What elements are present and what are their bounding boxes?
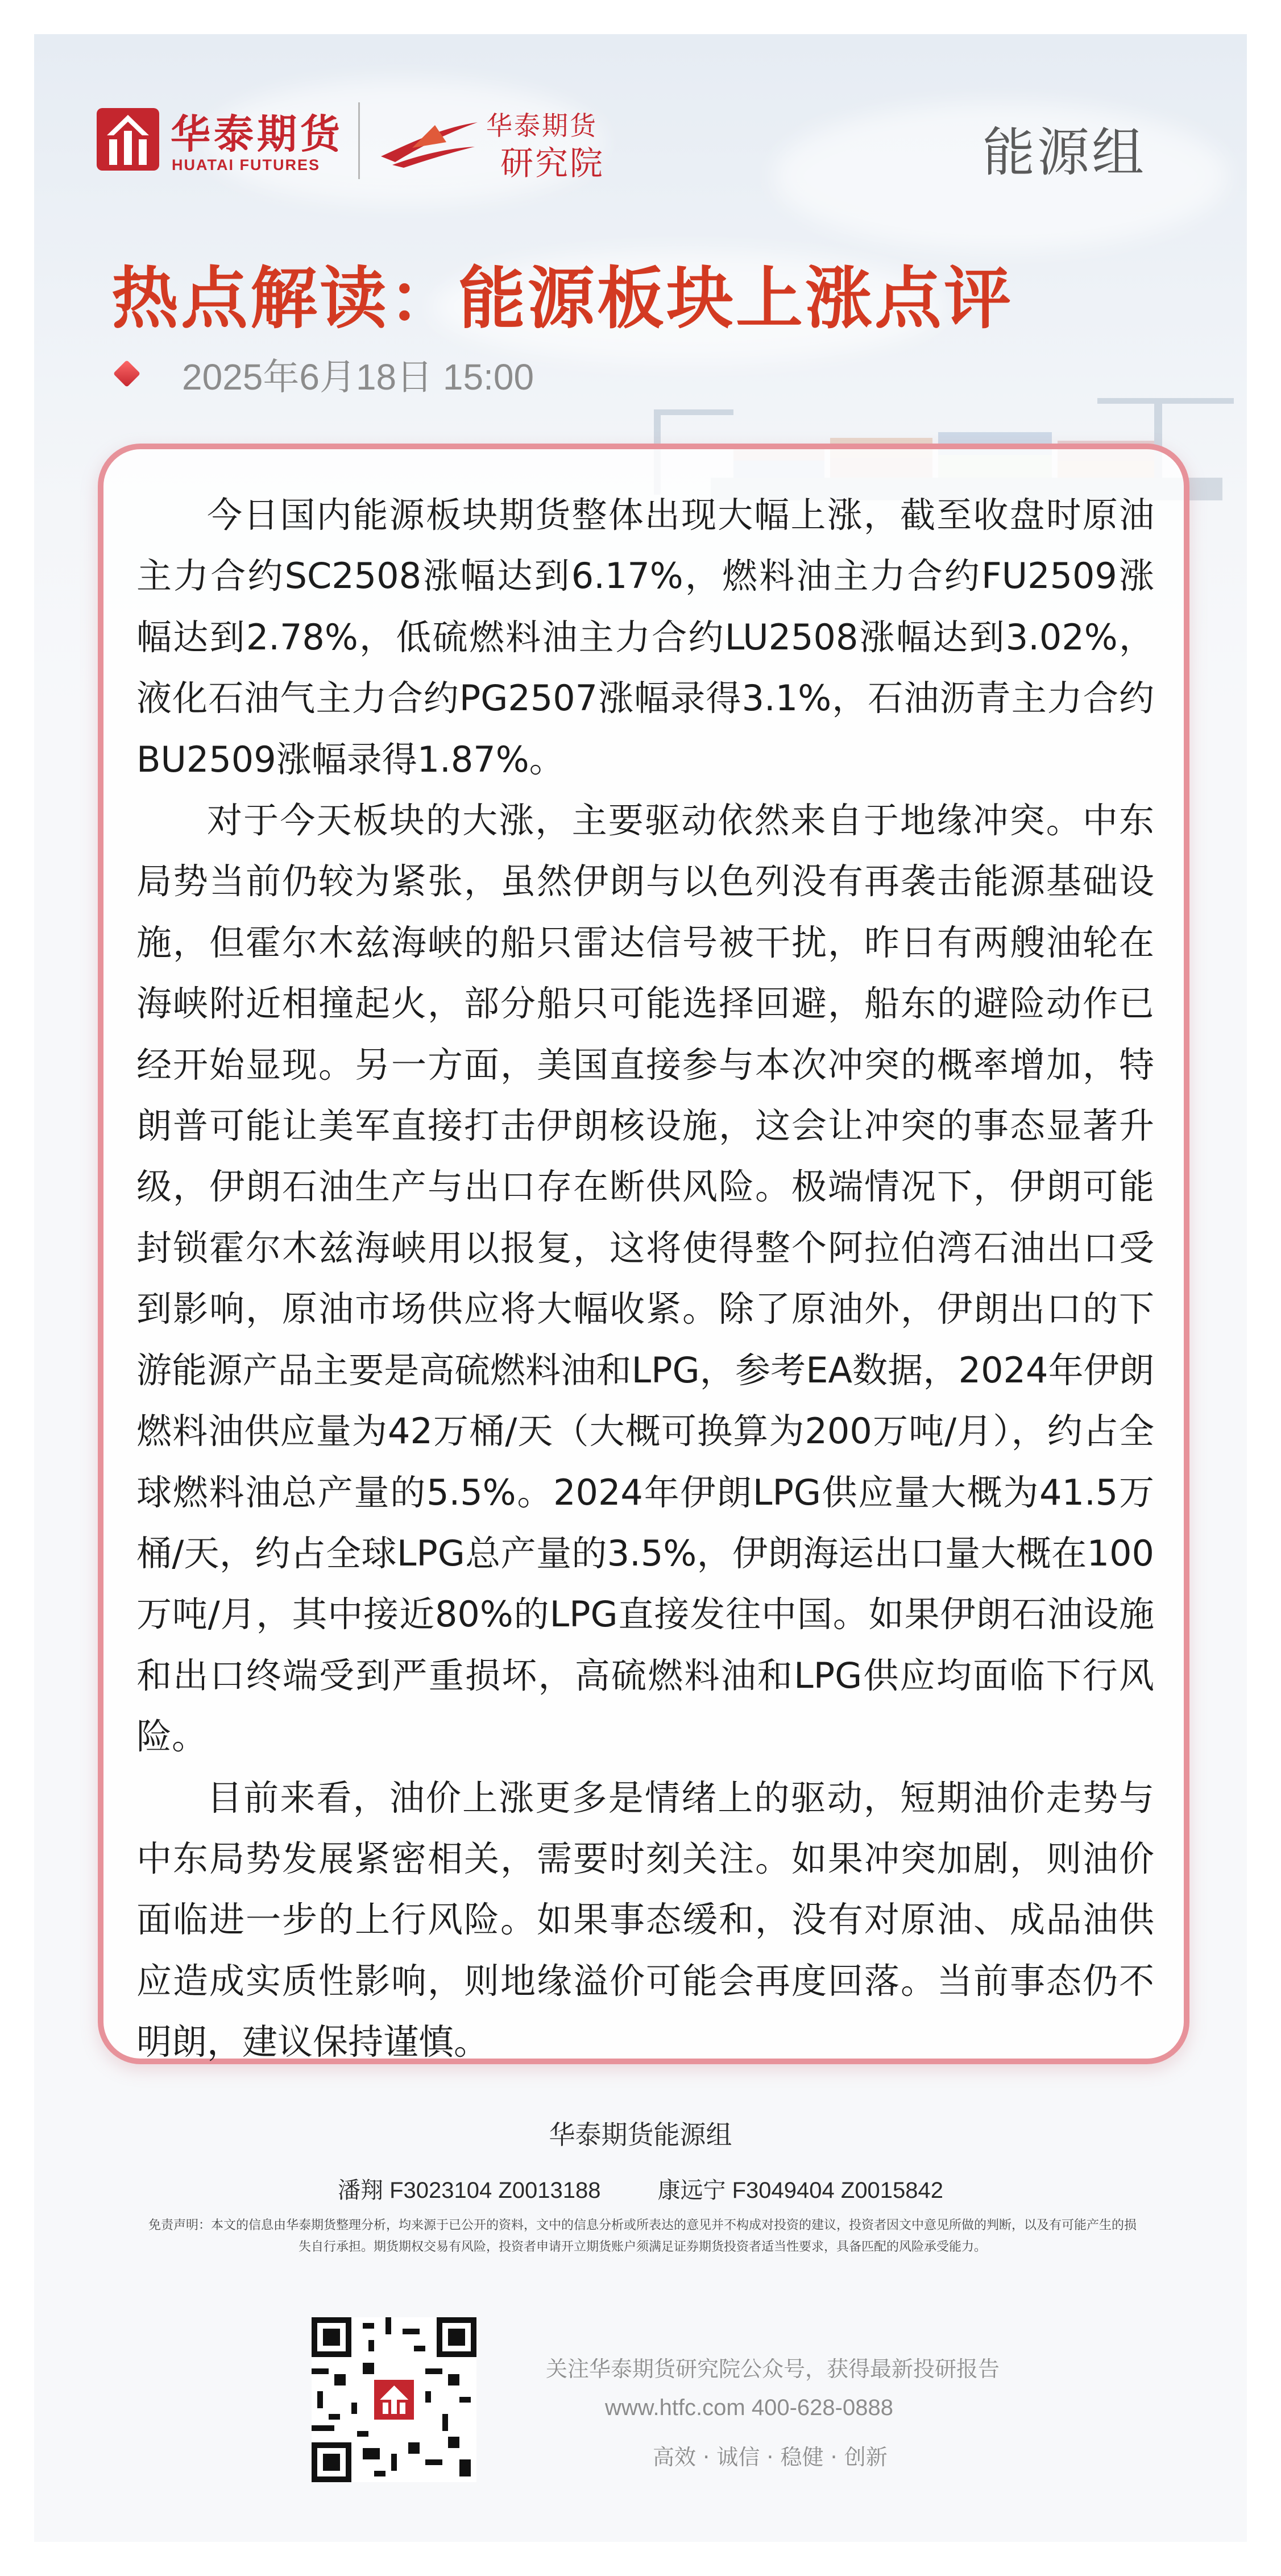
brand-name-en: HUATAI FUTURES xyxy=(172,156,320,173)
analyst-1: 潘翔 F3023104 Z0013188 xyxy=(337,2178,601,2203)
institute-name-line1: 华泰期货 xyxy=(486,110,598,141)
follow-prompt: 关注华泰期货研究院公众号，获得最新投研报告 xyxy=(546,2356,1000,2382)
paragraph-3: 目前来看，油价上涨更多是情绪上的驱动，短期油价走势与中东局势发展紧密相关，需要时刻关注。如果冲突加剧，则油价面临进一步的上行风险。如果事态缓和，没有对原油、成品油供应造成实质性影响，则地缘溢价可能会再度回落。当前事态仍不明朗，建议保持谨慎。 xyxy=(136,1776,1154,2063)
analyst-2: 康远宁 F3049404 Z0015842 xyxy=(657,2178,944,2203)
qr-code[interactable] xyxy=(312,2317,476,2482)
article-title: 热点解读：能源板块上涨点评 xyxy=(111,259,1014,338)
analyst-list xyxy=(0,2172,1281,2205)
paragraph-2: 对于今天板块的大涨，主要驱动依然来自于地缘冲突。中东局势当前仍较为紧张，虽然伊朗与以色列没有再袭击能源基础设施，但霍尔木兹海峡的船只雷达信号被干扰，昨日有两艘油轮在海峡附近相撞起火，部分船只可能选择回避，船东的避险动作已经开始显现。另一方面，美国直接参与本次冲突的概率增加，特朗普可能让美军直接打击伊朗核设施，这会让冲突的事态显著升级，伊朗石油生产与出口存在断供风险。极端情况下，伊朗可能封锁霍尔木兹海峡用以报复，这将使得整个阿拉伯湾石油出口受到影响，原油市场供应将大幅收紧。除了原油外，伊朗出口的下游能源产品主要是高硫燃料油和LPG，参考EA数据，2024年伊朗燃料油供应量为42万桶/天（大概可换算为200万吨/月），约占全球燃料油总产量的5.5%。2024年伊朗LPG供应量大概为41.5万桶/天，约占全球LPG总产量的3.5%，伊朗海运出口量大概在100万吨/月，其中接近80%的LPG直接发往中国。如果伊朗石油设施和出口终端受到严重损坏，高硫燃料油和LPG供应均面临下行风险。 xyxy=(136,800,1154,1758)
huatai-logo-icon xyxy=(97,108,159,171)
article-date: 2025年6月18日 15:00 xyxy=(182,357,534,397)
company-motto: 高效 · 诚信 · 稳健 · 创新 xyxy=(653,2445,888,2470)
disclaimer: 免责声明：本文的信息由华泰期货整理分析，均来源于已公开的资料，文中的信息分析或所表达的意见并不构成对投资的建议，投资者因文中意见所做的判断，以及有可能产生的损失自行承担。期货期权交易有风险，投资者申请开立期货账户须满足证券期货投资者适当性要求，具备匹配的风险承受能力。 xyxy=(148,2218,1137,2254)
institute-name-line2: 研究院 xyxy=(500,144,605,183)
contact-info: www.htfc.com 400-628-0888 xyxy=(605,2395,893,2420)
team-name: 华泰期货能源组 xyxy=(549,2119,732,2150)
group-label: 能源组 xyxy=(982,122,1147,183)
logo-divider xyxy=(358,102,360,179)
article-body xyxy=(136,484,1154,2073)
institute-logo-icon xyxy=(378,108,480,171)
paragraph-1: 今日国内能源板块期货整体出现大幅上涨，截至收盘时原油主力合约SC2508涨幅达到6.17%，燃料油主力合约FU2509涨幅达到2.78%，低硫燃料油主力合约LU2508涨幅达到3.02%，液化石油气主力合约PG2507涨幅录得3.1%，石油沥青主力合约BU2509涨幅录得1.87%。 xyxy=(136,494,1154,780)
brand-name-cn: 华泰期货 xyxy=(171,111,343,158)
